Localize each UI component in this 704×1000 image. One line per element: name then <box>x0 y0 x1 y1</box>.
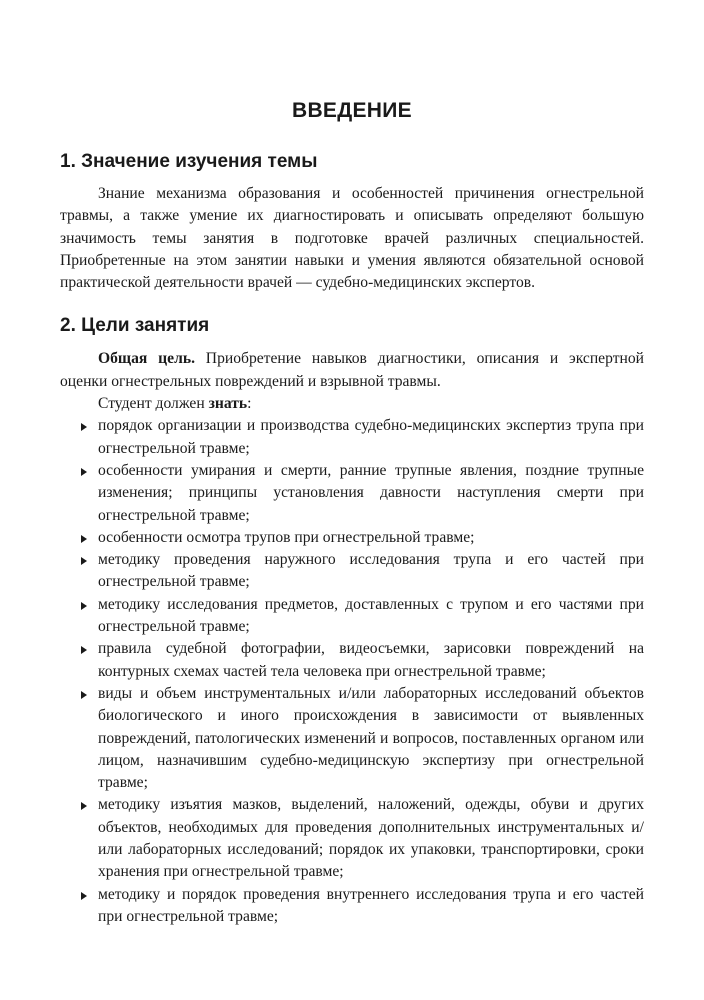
list-item-text: методику изъятия мазков, выделений, наложений, одежды, обуви и других объектов, необходимых для проведения дополнительных инструментальных и/или лабораторных исследований; порядок их упаковки, транспортировки, сроки хранения при огнестрельной травме; <box>98 796 644 881</box>
bullet-arrow-icon <box>81 468 87 476</box>
list-item <box>60 460 644 527</box>
student-keyword: знать <box>208 395 248 413</box>
student-suffix: : <box>247 395 252 413</box>
list-item-text: правила судебной фотографии, видеосъемки, зарисовки повреждений на контурных схемах частей тела человека при огнестрельной травме; <box>98 640 644 680</box>
list-item <box>60 683 644 794</box>
page-title: ВВЕДЕНИЕ <box>292 99 412 122</box>
list-item <box>60 594 644 639</box>
list-item-text: особенности осмотра трупов при огнестрельной травме; <box>98 528 475 546</box>
bullet-arrow-icon <box>81 535 87 543</box>
knowledge-list <box>60 415 644 928</box>
list-item-text: особенности умирания и смерти, ранние трупные явления, поздние трупные изменения; принципы установления давности наступления смерти при огнестрельной травме; <box>98 461 644 524</box>
list-item-text: методику и порядок проведения внутреннего исследования трупа и его частей при огнестрельной травме; <box>98 885 644 925</box>
list-item-text: методику исследования предметов, доставленных с трупом и его частями при огнестрельной травме; <box>98 595 644 636</box>
student-prefix: Студент должен <box>98 395 209 413</box>
bullet-arrow-icon <box>81 602 87 610</box>
list-item <box>60 638 644 683</box>
section-1-paragraph: Знание механизма образования и особенностей причинения огнестрельной травмы, а также умение их диагностировать и описывать определяют большую значимость темы занятия в подготовке врачей различных специальностей. Приобретенные на этом занятии навыки и умения являются обязательной основой практической деятельности врачей — судебно-медицинских экспертов. <box>60 185 644 292</box>
bullet-arrow-icon <box>81 557 87 565</box>
general-goal-paragraph <box>60 348 644 393</box>
list-item <box>60 794 644 883</box>
list-item <box>60 549 644 594</box>
list-item <box>60 527 644 549</box>
list-item <box>60 884 644 929</box>
bullet-arrow-icon <box>81 892 87 900</box>
bullet-arrow-icon <box>81 423 87 431</box>
list-item-text: методику проведения наружного исследования трупа и его частей при огнестрельной травме; <box>98 551 644 591</box>
list-item-text: виды и объем инструментальных и/или лабораторных исследований объектов биологического и иного происхождения в зависимости от выявленных повреждений, патологических изменений и вопросов, поставленных органом или лицом, назначившим судебно-медицинскую экспертизу при огнестрельной травме; <box>98 684 644 792</box>
section-1-heading: 1. Значение изучения темы <box>60 151 318 172</box>
list-item <box>60 415 644 460</box>
bullet-arrow-icon <box>81 691 87 699</box>
general-goal-label: Общая цель. <box>98 350 195 368</box>
list-item-text: порядок организации и производства судебно-медицинских экспертиз трупа при огнестрельной травме; <box>98 417 644 457</box>
general-goal-text: Приобретение навыков диагностики, описания и экспертной оценки огнестрельных повреждений и взрывной травмы. <box>60 350 644 390</box>
student-must-know-line <box>60 393 644 415</box>
section-2-heading: 2. Цели занятия <box>60 315 210 337</box>
bullet-arrow-icon <box>81 802 87 810</box>
bullet-arrow-icon <box>81 646 87 654</box>
